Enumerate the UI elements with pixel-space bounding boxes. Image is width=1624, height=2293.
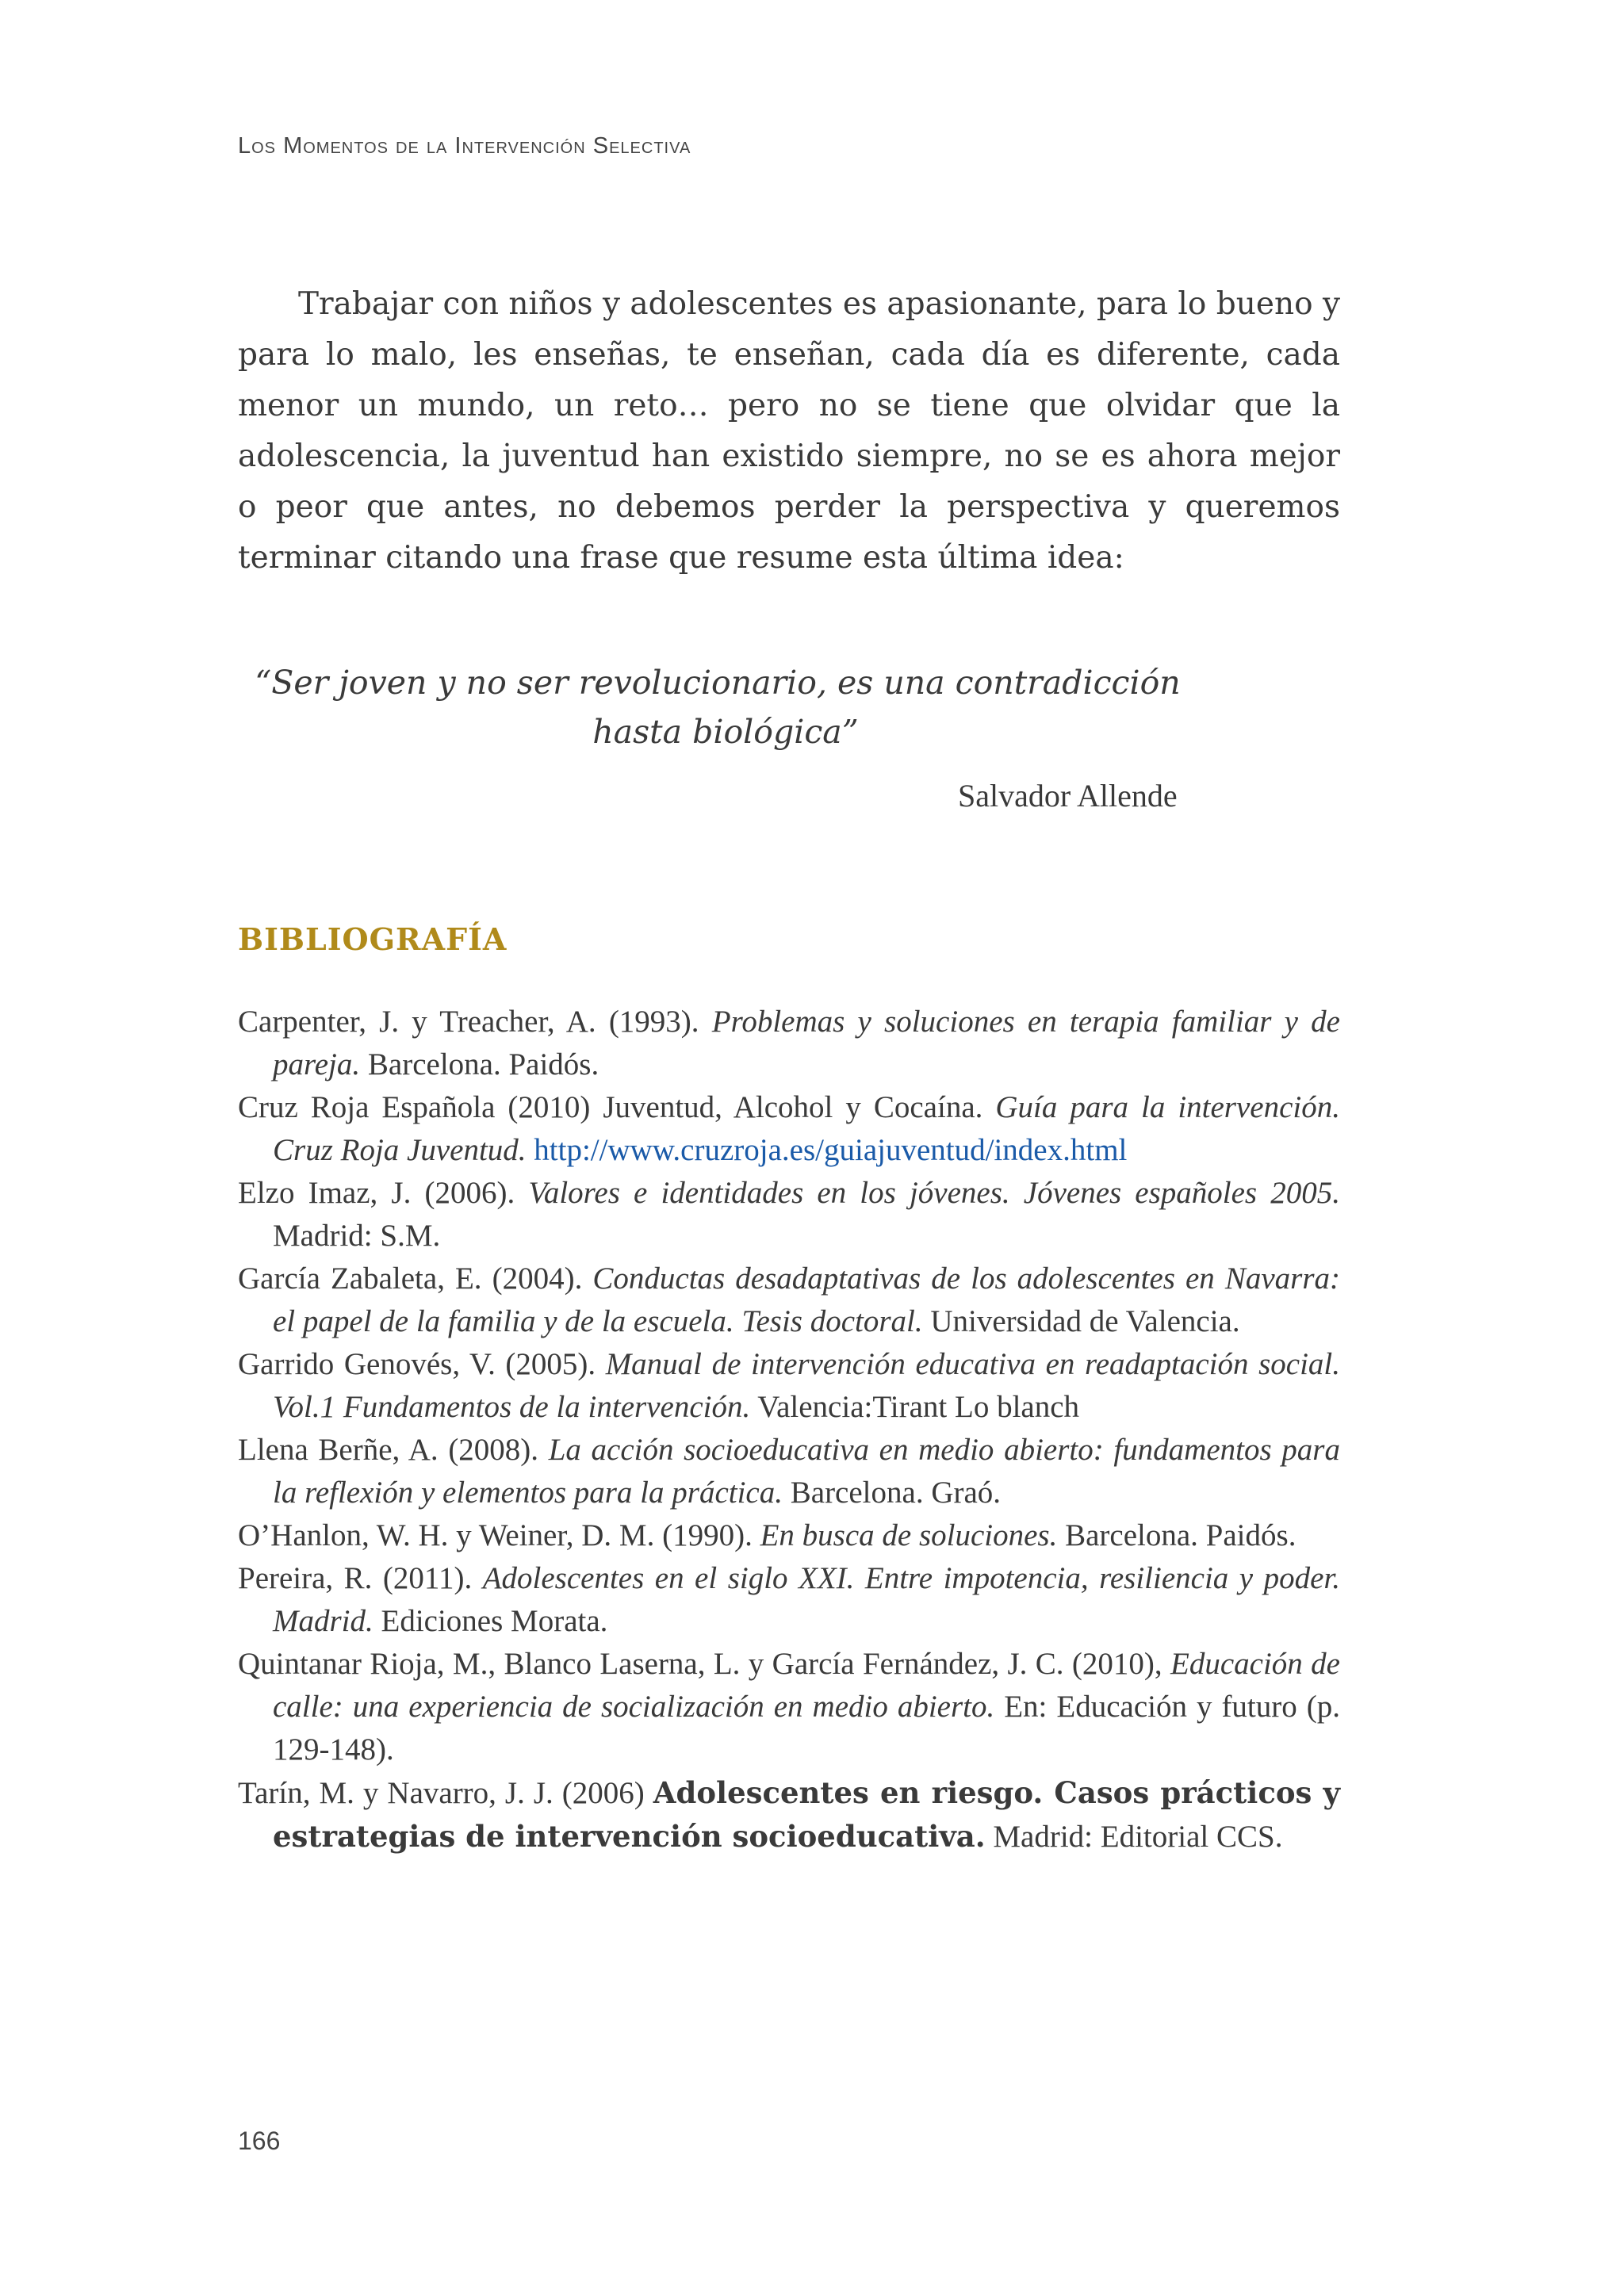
bibliography-entry: Carpenter, J. y Treacher, A. (1993). Problemas y soluciones en terapia familiar y de pareja. Barcelona. Paidós. (238, 1005, 1340, 1081)
epigraph-quote (238, 658, 1340, 756)
quote-line: “Ser joven y no ser revolucionario, es una contradicción (255, 664, 1181, 702)
quote-author: Salvador Allende (958, 778, 1178, 813)
bibliography-entry: Tarín, M. y Navarro, J. J. (2006) Adolescentes en riesgo. Casos prácticos y estrategias de intervención socioeducativa. Madrid: Editorial CCS. (238, 1775, 1341, 1854)
running-header: Los Momentos de la Intervención Selectiva (238, 133, 691, 159)
bibliography-link[interactable]: http://www.cruzroja.es/guiajuventud/index.html (534, 1133, 1128, 1167)
bibliography-entry: Elzo Imaz, J. (2006). Valores e identidades en los jóvenes. Jóvenes españoles 2005. Madrid: S.M. (238, 1176, 1340, 1253)
bibliography-list (238, 1001, 1340, 1859)
bibliography-entry: Garrido Genovés, V. (2005). Manual de intervención educativa en readaptación social. Vol.1 Fundamentos de la intervención. Valencia:Tirant Lo blanch (238, 1347, 1340, 1424)
page-number: 166 (238, 2126, 281, 2155)
section-heading: BIBLIOGRAFÍA (238, 921, 508, 957)
bibliography-entry: Cruz Roja Española (2010) Juventud, Alcohol y Cocaína. Guía para la intervención. Cruz Roja Juventud. http://www.cruzroja.es/guiajuventud/index.html (238, 1090, 1340, 1167)
bibliography-entry: Llena Berñe, A. (2008). La acción socioeducativa en medio abierto: fundamentos para la reflexión y elementos para la práctica. Barcelona. Graó. (238, 1433, 1340, 1510)
quote-line: hasta biológica” (592, 713, 859, 751)
bibliography-entry: Quintanar Rioja, M., Blanco Laserna, L. y García Fernández, J. C. (2010), Educación de calle: una experiencia de socialización en medio abierto. En: Educación y futuro (p. 129-148). (238, 1647, 1340, 1767)
body-paragraph: Trabajar con niños y adolescentes es apasionante, para lo bueno y para lo malo, les enseñas, te enseñan, cada día es diferente, cada menor un mundo, un reto… pero no se tiene que olvidar que la adolescencia, la juventud han existido siempre, no se es ahora mejor o peor que antes, no debemos perder la perspectiva y queremos terminar citando una frase que resume esta última idea: (238, 286, 1340, 576)
bibliography-entry: O’Hanlon, W. H. y Weiner, D. M. (1990). En busca de soluciones. Barcelona. Paidós. (238, 1518, 1297, 1552)
bibliography-entry: Pereira, R. (2011). Adolescentes en el siglo XXI. Entre impotencia, resiliencia y poder. Madrid. Ediciones Morata. (238, 1561, 1340, 1638)
bibliography-entry: García Zabaleta, E. (2004). Conductas desadaptativas de los adolescentes en Navarra: el papel de la familia y de la escuela. Tesis doctoral. Universidad de Valencia. (238, 1261, 1340, 1338)
